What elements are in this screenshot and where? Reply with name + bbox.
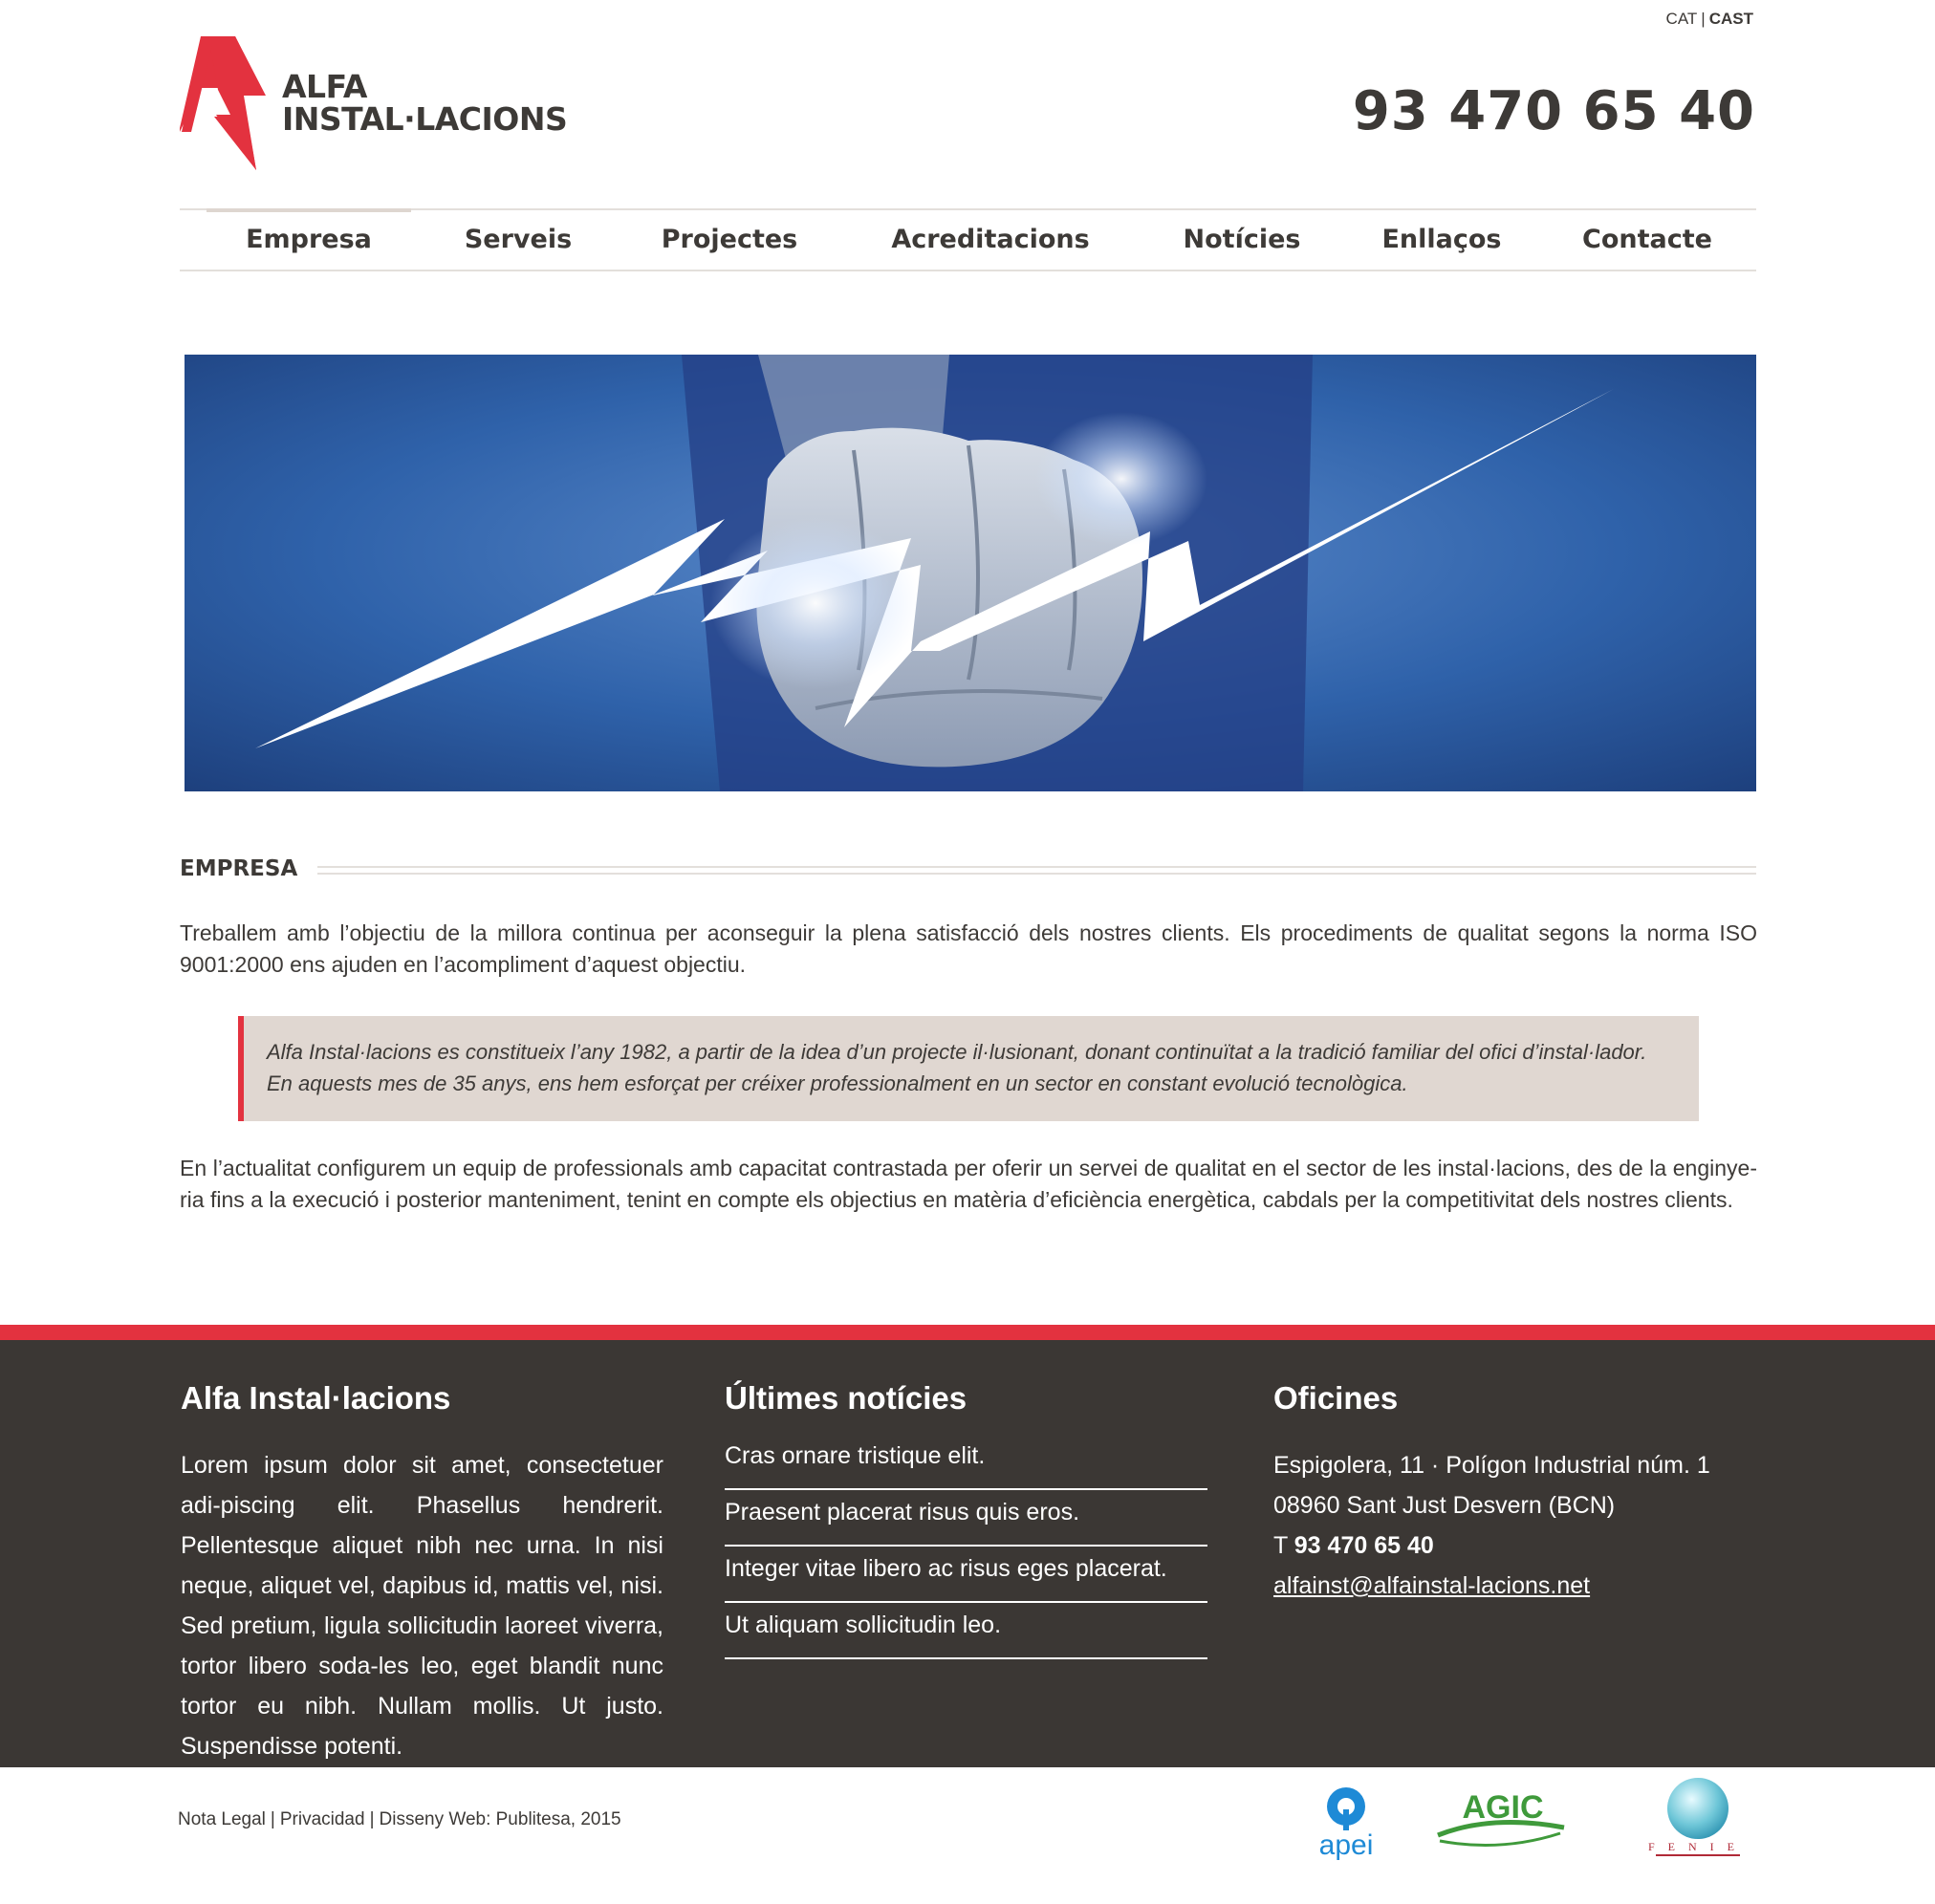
section-rule [317, 866, 1756, 875]
partner-logo-agic[interactable] [1434, 1785, 1568, 1852]
phone-number: 93 470 65 40 [1294, 1532, 1434, 1559]
main-nav [180, 208, 1756, 271]
quote-line-2: En aquests mes de 35 anys, ens hem esforçat per créixer professionalment en un sector en constant evolució tecnològica. [267, 1071, 1408, 1095]
footer-offices-title: Oficines [1273, 1380, 1399, 1416]
logo-wordmark [282, 68, 568, 138]
footer-about-title: Alfa Instal·lacions [181, 1380, 451, 1416]
logo-line-2: INSTAL·LACIONS [282, 100, 568, 138]
footer [0, 1340, 1935, 1767]
nav-item-serveis[interactable]: Serveis [464, 225, 573, 254]
nav-item-noticies[interactable]: Notícies [1183, 225, 1301, 254]
news-item[interactable]: Cras ornare tristique elit. [725, 1434, 1207, 1490]
apei-logo-icon [1312, 1785, 1381, 1862]
nav-item-acreditacions[interactable]: Acreditacions [891, 225, 1090, 254]
nav-item-contacte[interactable]: Contacte [1582, 225, 1712, 254]
footer-phone [1273, 1525, 1756, 1566]
agic-logo-text: AGIC [1462, 1789, 1544, 1826]
bottom-separator: | [369, 1809, 375, 1829]
quote-line-1: Alfa Instal·lacions es constitueix l’any 1982, a partir de la idea d’un projecte il·lusionant, donant continuïtat a la tradició familiar del ofici d’instal·lador. [267, 1040, 1647, 1064]
fenie-logo-text: FENIE [1648, 1840, 1748, 1853]
footer-news [725, 1380, 1207, 1659]
partner-logo-apei[interactable] [1312, 1785, 1381, 1862]
news-item[interactable]: Ut aliquam sollicitudin leo. [725, 1603, 1207, 1659]
nav-item-empresa[interactable]: Empresa [207, 208, 411, 268]
header-phone: 93 470 65 40 [1352, 80, 1755, 142]
news-item[interactable]: Praesent placerat risus quis eros. [725, 1490, 1207, 1547]
phone-prefix: T [1273, 1532, 1288, 1559]
lang-cast-link[interactable]: CAST [1708, 10, 1753, 28]
address-line-2: 08960 Sant Just Desvern (BCN) [1273, 1492, 1616, 1519]
bottom-links [178, 1809, 621, 1830]
section-header [180, 856, 1756, 885]
news-item[interactable]: Integer vitae libero ac risus eges placerat. [725, 1547, 1207, 1603]
fenie-logo-icon [1637, 1776, 1757, 1858]
logo-line-1: ALFA [282, 68, 367, 105]
footer-about [181, 1380, 663, 1766]
hero-banner [185, 355, 1756, 791]
language-switcher [1666, 10, 1753, 29]
agic-logo-icon [1434, 1785, 1568, 1852]
footer-accent-bar [0, 1325, 1935, 1340]
partner-logo-fenie[interactable] [1637, 1776, 1757, 1858]
legal-link[interactable]: Nota Legal [178, 1809, 266, 1829]
address-line-1: Espigolera, 11 · Polígon Industrial núm. 1 [1273, 1452, 1710, 1479]
footer-news-title: Últimes notícies [725, 1380, 968, 1416]
section-title: EMPRESA [180, 856, 316, 881]
body-paragraph: En l’actualitat configurem un equip de professionals amb capacitat contrastada per oferir un servei de qualitat en el sector de les instal·lacions, des de la enginye-ria fins a la execució i posterior manteniment, tenint en compte els objectius en matèria d’eficiència energètica, cabdals per la competitivitat dels nostres clients. [180, 1156, 1757, 1212]
nav-item-projectes[interactable]: Projectes [661, 225, 798, 254]
lang-cat-link[interactable]: CAT [1665, 10, 1698, 28]
history-quote [238, 1016, 1699, 1121]
apei-logo-text: apei [1318, 1829, 1374, 1861]
footer-about-text: Lorem ipsum dolor sit amet, consectetuer adi-piscing elit. Phasellus hendrerit. Pellentesque aliquet nibh nec urna. In nisi neque, aliquet vel, dapibus id, mattis vel, nisi. Sed pretium, ligula sollicitudin laoreet viverra, tortor libero soda-les leo, eget blandit nunc tortor eu nibh. Nullam mollis. Ut justo. Suspendisse potenti. [181, 1452, 663, 1760]
email-link[interactable]: alfainst@alfainstal-lacions.net [1273, 1572, 1591, 1599]
intro-paragraph: Treballem amb l’objectiu de la millora continua per aconseguir la plena satisfacció dels nostres clients. Els procediments de qualitat segons la norma ISO 9001:2000 ens ajuden en l’acompliment d’aquest objectiu. [180, 920, 1757, 977]
site-logo[interactable] [180, 36, 581, 170]
fist-lightning-image [185, 355, 1756, 791]
footer-offices [1273, 1380, 1756, 1606]
privacy-link[interactable]: Privacidad [279, 1809, 365, 1829]
credit-link[interactable]: Disseny Web: Publitesa, 2015 [379, 1809, 621, 1829]
lang-separator: | [1701, 10, 1706, 28]
bottom-separator: | [270, 1809, 275, 1829]
lightning-logo-icon [180, 36, 272, 170]
nav-item-enllacos[interactable]: Enllaços [1381, 225, 1502, 254]
